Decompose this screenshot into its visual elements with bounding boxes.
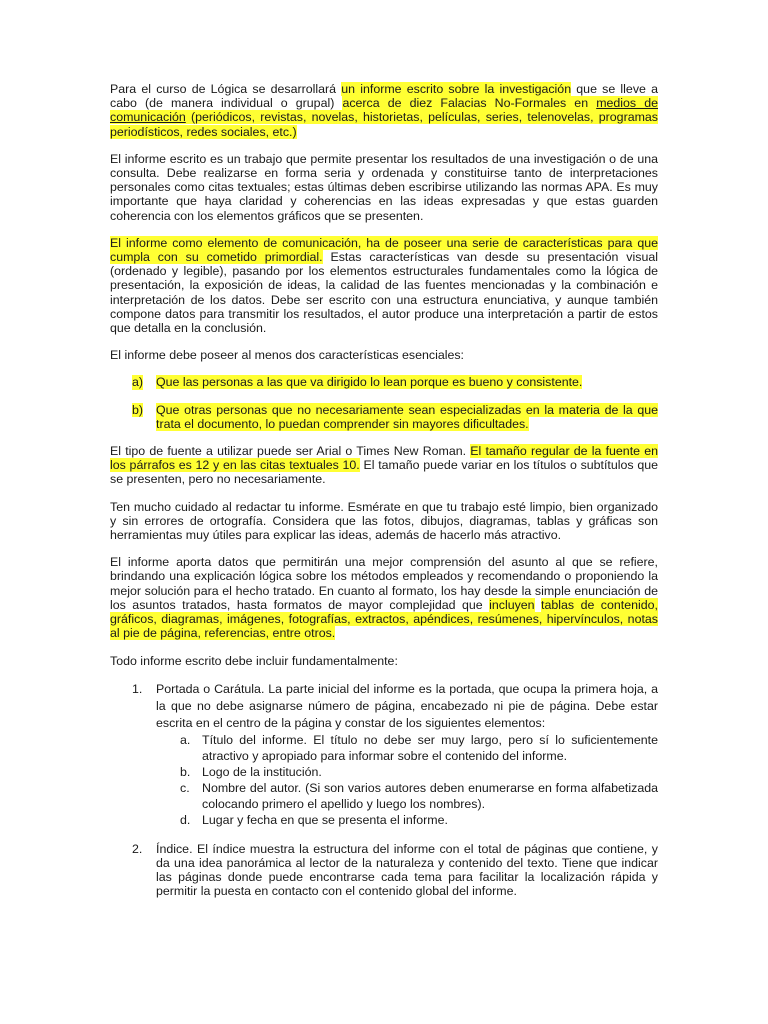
highlight: acerca de diez Falacias No-Formales en bbox=[342, 96, 597, 111]
definition-paragraph: El informe escrito es un trabajo que permite presentar los resultados de una investigación o de una consulta. Debe realizarse en forma seria y ordenada y constituirse tanto de interpretaciones personales como citas textuales; estas últimas deben escribirse utilizando las normas APA. Es muy importante que haya claridad y coherencias en las ideas expresadas y que estas guarden coherencia con los elementos gráficos que se presenten. bbox=[110, 151, 658, 223]
sub-list bbox=[156, 732, 658, 828]
care-paragraph: Ten mucho cuidado al redactar tu informe. Esmérate en que tu trabajo esté limpio, bien organizado y sin errores de ortografía. Considera que las fotos, dibujos, diagramas, tablas y gráficas son herramientas muy útiles para explicar las ideas, además de hacerlo más atractivo. bbox=[110, 499, 658, 543]
highlight: un informe escrito sobre la investigación bbox=[341, 82, 572, 96]
includes-paragraph: Todo informe escrito debe incluir fundamentalmente: bbox=[110, 653, 398, 668]
list-item-indice: 2. Índice. El índice muestra la estructura del informe con el total de páginas que contiene, y da una idea panorámica al lector de la naturaleza y contenido del texto. Tiene que indicar las páginas donde puede encontrarse cada tema para facilitar la localización rápida y permitir la puesta en contacto con el contenido global del informe. bbox=[132, 841, 658, 899]
document-page bbox=[110, 82, 658, 913]
highlight: tablas de contenido, gráficos, diagramas, imágenes, fotografías, extractos, apéndices, resúmenes, hipervínculos, notas al pie de página, referencias, entre otros. bbox=[110, 597, 658, 641]
characteristics-list bbox=[110, 375, 658, 431]
intro-paragraph: Para el curso de Lógica se desarrollará un informe escrito sobre la investigación que se lleve a cabo (de manera individual o grupal) acerca de diez Falacias No-Formales en medios de comunicación (periódicos, revistas, novelas, historietas, películas, series, telenovelas, programas periodísticos, redes sociales, etc.) bbox=[110, 82, 658, 139]
sub-item: d. Lugar y fecha en que se presenta el informe. bbox=[180, 812, 448, 827]
format-paragraph: El informe aporta datos que permitirán una mejor comprensión del asunto al que se refiere, brindando una explicación lógica sobre los métodos empleados y recomendando o proponiendo la mejor solución para el hecho tratado. En cuanto al formato, los hay desde la simple enunciación de los asuntos tratados, hasta formatos de mayor complejidad que incluyen tablas de contenido, gráficos, diagramas, imágenes, fotografías, extractos, apéndices, resúmenes, hipervínculos, notas al pie de página, referencias, entre otros. bbox=[110, 555, 658, 641]
highlight: El tamaño regular de la fuente en los párrafos es 12 y en las citas textuales 10. bbox=[110, 444, 658, 473]
highlight: (periódicos, revistas, novelas, historietas, películas, series, telenovelas, programas periodísticos, redes sociales, etc.) bbox=[110, 110, 658, 139]
highlight-underlined: medios de comunicación bbox=[110, 96, 658, 125]
highlight: incluyen bbox=[489, 597, 535, 612]
sub-item: b. Logo de la institución. bbox=[180, 764, 322, 779]
sub-item: a. Título del informe. El título no debe ser muy largo, pero sí lo suficientemente atractivo y apropiado para informar sobre el contenido del informe. bbox=[180, 732, 658, 763]
communication-paragraph: El informe como elemento de comunicación, ha de poseer una serie de características para que cumpla con su cometido primordial. Estas características van desde su presentación visual (ordenado y legible), pasando por los elementos estructurales fundamentales como la lógica de presentación, la exposición de ideas, la calidad de las fuentes mencionadas y la combinación e interpretación de los datos. Debe ser escrito con una estructura enunciativa, y aunque también compone datos para transmitir los resultados, el autor produce una interpretación a partir de estos que detalla en la conclusión. bbox=[110, 235, 658, 336]
list-item: b) Que otras personas que no necesariamente sean especializadas en la materia de la que trata el documento, lo puedan comprender sin mayores dificultades. bbox=[132, 402, 658, 431]
highlight: El informe como elemento de comunicación, ha de poseer una serie de características para que cumpla con su cometido primordial. bbox=[110, 235, 658, 265]
list-item: a) Que las personas a las que va dirigido lo lean porque es bueno y consistente. bbox=[132, 375, 583, 390]
highlight: Que las personas a las que va dirigido lo lean porque es bueno y consistente. bbox=[156, 375, 583, 390]
sub-item: c. Nombre del autor. (Si son varios autores deben enumerarse en forma alfabetizada colocando primero el apellido y luego los nombres). bbox=[180, 780, 658, 811]
list-item-portada: 1. Portada o Carátula. La parte inicial del informe es la portada, que ocupa la primera hoja, a la que no debe asignarse número de página, encabezado ni pie de página. Debe estar escrita en el centro de la página y constar de los siguientes elementos: a. Título del informe. El título no debe ser muy largo, pero sí lo suficientemente atractivo y apropiado para informar sobre el contenido del informe. b. Logo de la institución. c. Nombre del autor. (Si son varios autores deben enumerarse en forma alfabetizada colocando primero el apellido y luego los nombres). d. Lugar y fecha en que se presenta el informe. bbox=[132, 681, 658, 827]
highlight: Que otras personas que no necesariamente sean especializadas en la materia de la que trata el documento, lo puedan comprender sin mayores dificultades. bbox=[156, 402, 658, 431]
numbered-list bbox=[110, 681, 658, 899]
font-paragraph: El tipo de fuente a utilizar puede ser Arial o Times New Roman. El tamaño regular de la fuente en los párrafos es 12 y en las citas textuales 10. El tamaño puede variar en los títulos o subtítulos que se presenten, pero no necesariamente. bbox=[110, 444, 658, 487]
characteristics-paragraph: El informe debe poseer al menos dos características esenciales: bbox=[110, 348, 464, 363]
